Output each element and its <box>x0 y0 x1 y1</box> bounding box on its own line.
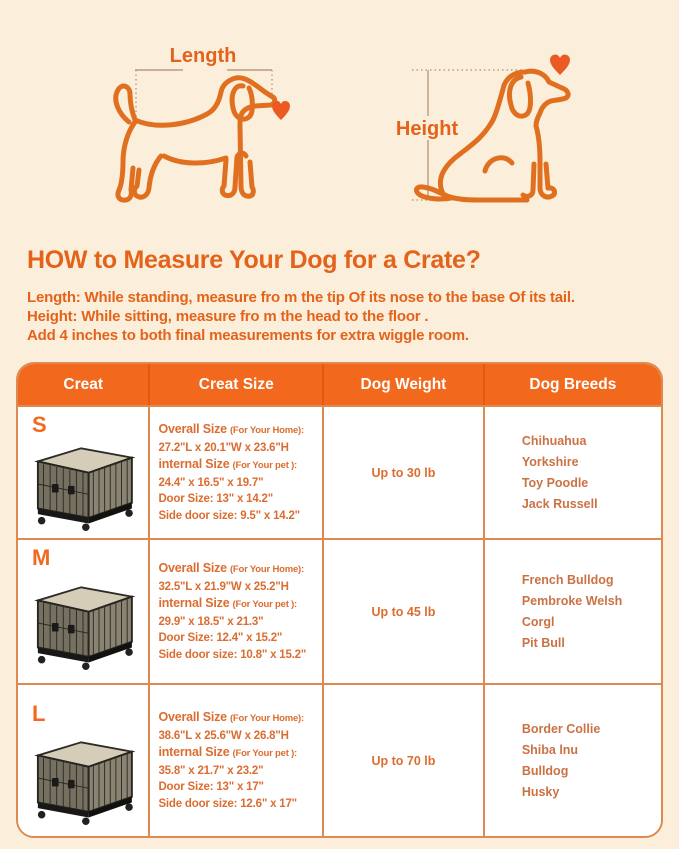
standing-dog-illustration <box>85 40 313 236</box>
door-size: Door Size: 12.4" x 15.2" <box>158 632 283 644</box>
overall-size-label: Overall Size <box>158 561 227 575</box>
overall-size-note: (For Your Home): <box>229 425 304 436</box>
measuring-instructions <box>27 288 662 345</box>
header-cell-creat: Creat <box>18 364 150 405</box>
overall-size-label: Overall Size <box>158 710 227 724</box>
instruction-line-wiggle: Add 4 inches to both final measurements for extra wiggle room. <box>27 327 469 344</box>
overall-size-value: 32.5"L x 21.9"W x 25.2"H <box>158 580 289 593</box>
dog-weight-cell <box>324 407 485 538</box>
internal-size-note: (For Your pet ): <box>232 599 298 610</box>
breed-item: French Bulldog <box>521 572 614 587</box>
dog-weight-cell <box>324 685 485 836</box>
internal-size-note: (For Your pet ): <box>232 748 298 759</box>
dog-breeds-cell <box>485 685 661 836</box>
internal-size-label: internal Size <box>158 745 230 759</box>
overall-size-value: 38.6"L x 25.6"W x 26.8"H <box>158 729 289 742</box>
instruction-line-height: Height: While sitting, measure fro m the head to the floor . <box>27 308 429 325</box>
breed-item: Yorkshire <box>521 454 579 469</box>
size-letter: M <box>32 545 51 570</box>
crate-size-cell <box>150 685 324 836</box>
crate-photo <box>25 437 141 536</box>
overall-size-value: 27.2"L x 20.1"W x 23.6"H <box>158 441 289 454</box>
breed-item: Pembroke Welsh <box>521 593 623 608</box>
breed-item: Toy Poodle <box>521 475 589 490</box>
crate-photo <box>25 731 141 830</box>
breed-item: Shiba lnu <box>521 742 579 757</box>
door-size: Door Size: 13" x 14.2" <box>158 493 273 505</box>
dog-breeds-cell <box>485 540 661 683</box>
overall-size-note: (For Your Home): <box>229 713 304 724</box>
heart-icon <box>272 101 290 120</box>
crate-cell <box>18 685 150 836</box>
crate-size-table <box>16 362 663 838</box>
crate-size-cell <box>150 407 324 538</box>
breed-item: Border Collie <box>521 721 601 736</box>
length-measurement-diagram <box>85 40 313 236</box>
weight-value: Up to 70 lb <box>371 753 436 768</box>
overall-size-label: Overall Size <box>158 422 227 436</box>
size-letter: S <box>32 412 47 437</box>
dog-breeds-cell <box>485 407 661 538</box>
internal-size-label: internal Size <box>158 596 230 610</box>
breed-item: Bulldog <box>521 763 569 778</box>
table-row-large <box>18 683 661 836</box>
height-measurement-diagram <box>385 42 600 227</box>
instruction-line-length: Length: While standing, measure fro m the tip Of its nose to the base Of its tail. <box>27 289 575 306</box>
weight-value: Up to 30 lb <box>371 465 436 480</box>
internal-size-value: 35.8" x 21.7" x 23.2" <box>158 764 264 777</box>
crate-cell <box>18 540 150 683</box>
internal-size-value: 29.9" x 18.5" x 21.3" <box>158 615 264 628</box>
breed-item: Chihuahua <box>521 433 587 448</box>
header-cell-dog-breeds: Dog Breeds <box>529 376 617 393</box>
header-cell-dog-weight: Dog Weight <box>324 364 485 405</box>
door-size: Door Size: 13" x 17" <box>158 781 264 793</box>
side-door-size: Side door size: 9.5" x 14.2" <box>158 509 300 522</box>
page-title: HOW to Measure Your Dog for a Crate? <box>27 246 481 274</box>
table-row-medium <box>18 538 661 683</box>
table-row-small <box>18 405 661 538</box>
internal-size-label: internal Size <box>158 457 230 471</box>
crate-cell <box>18 407 150 538</box>
sitting-dog-illustration <box>385 42 600 227</box>
breed-item: Jack Russell <box>521 496 598 511</box>
side-door-size: Side door size: 12.6" x 17" <box>158 797 297 810</box>
standing-dog-outline <box>116 78 275 200</box>
dog-weight-cell <box>324 540 485 683</box>
height-label: Height <box>395 118 459 140</box>
internal-size-note: (For Your pet ): <box>232 460 298 471</box>
header-cell-creat-size: Creat Size <box>150 364 324 405</box>
crate-size-cell <box>150 540 324 683</box>
breed-item: Pit Bull <box>521 635 565 650</box>
table-header-row <box>18 364 661 405</box>
size-letter: L <box>32 701 46 726</box>
internal-size-value: 24.4" x 16.5" x 19.7" <box>158 476 264 489</box>
breed-item: Corgl <box>521 614 555 629</box>
crate-photo <box>25 576 141 675</box>
side-door-size: Side door size: 10.8" x 15.2" <box>158 648 307 661</box>
weight-value: Up to 45 lb <box>371 604 436 619</box>
length-label: Length <box>169 45 237 67</box>
breed-item: Husky <box>521 784 560 799</box>
overall-size-note: (For Your Home): <box>229 564 304 575</box>
heart-icon <box>550 55 570 76</box>
